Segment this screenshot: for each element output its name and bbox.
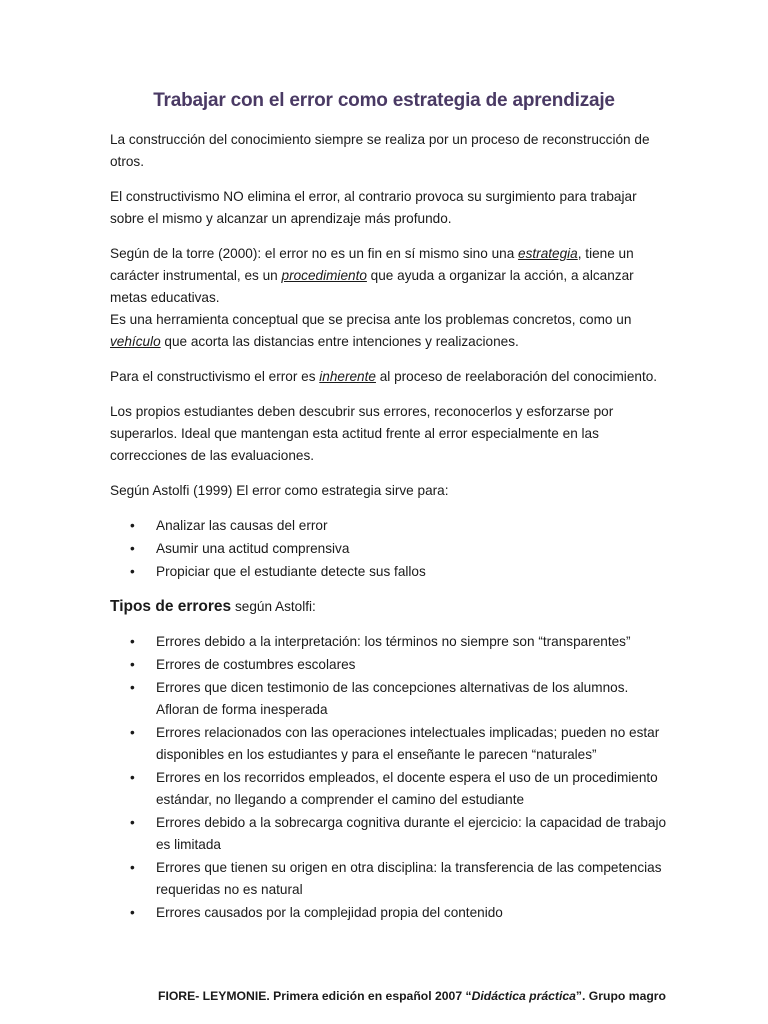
- bullet-icon: •: [130, 634, 135, 649]
- bullet-icon: •: [130, 860, 135, 875]
- list-item: • Propiciar que el estudiante detecte sus fallos: [110, 561, 670, 583]
- purpose-list: [110, 515, 670, 583]
- bullet-icon: •: [130, 541, 135, 556]
- list-item: • Errores de costumbres escolares: [110, 654, 670, 676]
- paragraph-4: Es una herramienta conceptual que se precisa ante los problemas concretos, como un vehículo que acorta las distancias entre intenciones y realizaciones.: [110, 312, 632, 349]
- section-heading-tipos: Tipos de errores según Astolfi:: [110, 598, 316, 615]
- document-title: Trabajar con el error como estrategia de aprendizaje: [153, 90, 615, 111]
- emphasis-procedimiento: procedimiento: [281, 268, 367, 283]
- document-body: [110, 129, 670, 937]
- paragraph-6: Los propios estudiantes deben descubrir sus errores, reconocerlos y esforzarse por superarlos. Ideal que mantengan esta actitud frente al error especialmente en las correcciones de las evaluaciones.: [110, 404, 614, 463]
- citation-footer: FIORE- LEYMONIE. Primera edición en español 2007 “Didáctica práctica”. Grupo magro: [158, 989, 666, 1003]
- emphasis-estrategia: estrategia: [518, 246, 578, 261]
- bullet-icon: •: [130, 518, 135, 533]
- list-item: • Errores relacionados con las operaciones intelectuales implicadas; pueden no estar disponibles en los estudiantes y para el enseñante le parecen “naturales”: [110, 722, 670, 766]
- error-types-list: [110, 631, 670, 924]
- list-item: • Errores que tienen su origen en otra disciplina: la transferencia de las competencias requeridas no es natural: [110, 857, 670, 901]
- paragraph-2: El constructivismo NO elimina el error, al contrario provoca su surgimiento para trabajar sobre el mismo y alcanzar un aprendizaje más profundo.: [110, 189, 637, 226]
- book-title: Didáctica práctica: [471, 989, 576, 1003]
- paragraph-5: Para el constructivismo el error es inherente al proceso de reelaboración del conocimiento.: [110, 369, 658, 384]
- bullet-icon: •: [130, 564, 135, 579]
- list-item: • Errores debido a la sobrecarga cognitiva durante el ejercicio: la capacidad de trabajo es limitada: [110, 812, 670, 856]
- list-item: • Errores que dicen testimonio de las concepciones alternativas de los alumnos. Afloran de forma inesperada: [110, 677, 670, 721]
- list-item: • Errores en los recorridos empleados, el docente espera el uso de un procedimiento estándar, no llegando a comprender el camino del estudiante: [110, 767, 670, 811]
- bullet-icon: •: [130, 815, 135, 830]
- emphasis-vehiculo: vehículo: [110, 334, 161, 349]
- list-item: • Errores debido a la interpretación: los términos no siempre son “transparentes”: [110, 631, 670, 653]
- list-item: • Analizar las causas del error: [110, 515, 670, 537]
- bullet-icon: •: [130, 770, 135, 785]
- bullet-icon: •: [130, 657, 135, 672]
- list-item: • Asumir una actitud comprensiva: [110, 538, 670, 560]
- paragraph-7: Según Astolfi (1999) El error como estrategia sirve para:: [110, 483, 449, 498]
- paragraph-3: Según de la torre (2000): el error no es un fin en sí mismo sino una estrategia, tiene un carácter instrumental, es un procedimiento que ayuda a organizar la acción, a alcanzar metas educativas.: [110, 246, 634, 305]
- emphasis-inherente: inherente: [319, 369, 376, 384]
- bullet-icon: •: [130, 905, 135, 920]
- paragraph-1: La construcción del conocimiento siempre se realiza por un proceso de reconstrucción de otros.: [110, 132, 650, 169]
- list-item: • Errores causados por la complejidad propia del contenido: [110, 902, 670, 924]
- bullet-icon: •: [130, 680, 135, 695]
- bullet-icon: •: [130, 725, 135, 740]
